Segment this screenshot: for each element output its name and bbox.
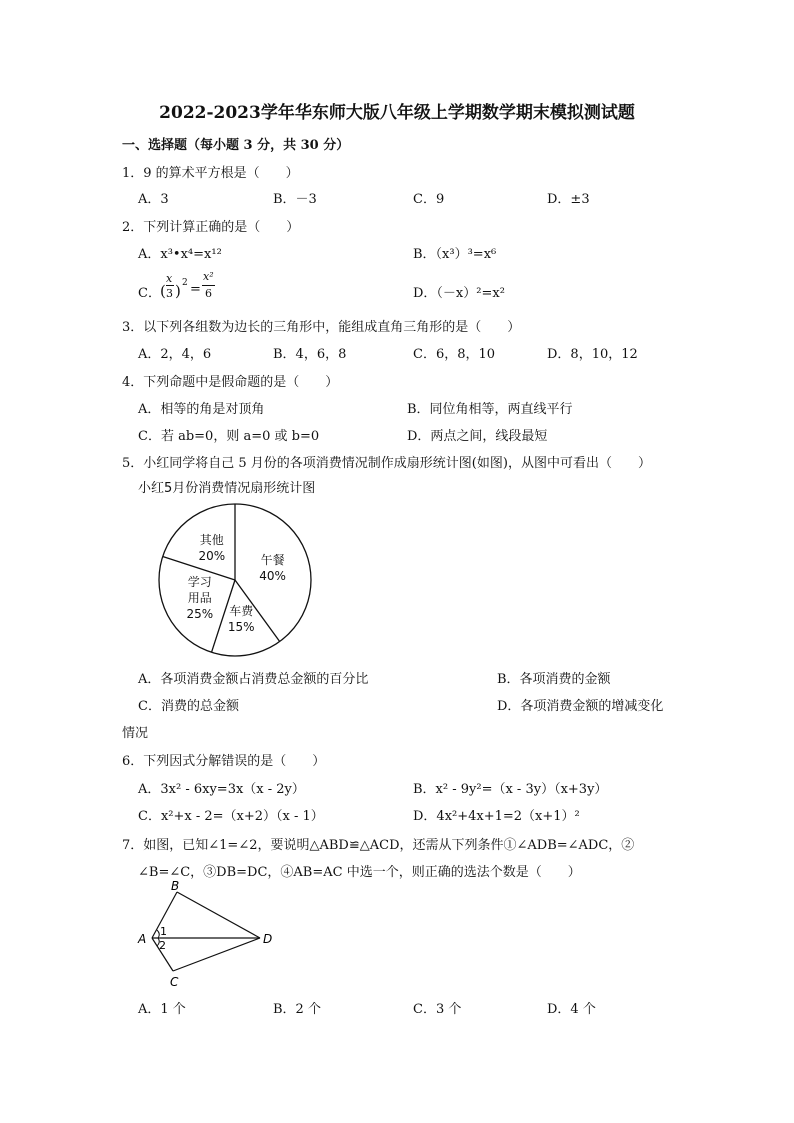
q1-option-b: B．－3 (273, 192, 317, 207)
q3-option-d: D．8，10，12 (547, 347, 638, 362)
pie-label-3: 其他 20% (198, 533, 226, 563)
q7-option-d: D．4 个 (547, 1002, 596, 1017)
q6-option-b: B．x² - 9y²=（x - 3y）（x+3y） (413, 782, 608, 797)
label-c: C (170, 975, 179, 989)
q2-c-label: C． (138, 286, 161, 301)
section-header: 一、选择题（每小题 3 分，共 30 分） (122, 138, 350, 153)
question-4-stem: 4．下列命题中是假命题的是（ ） (122, 375, 339, 390)
q2-c-fraction-bar (166, 285, 174, 286)
q5-option-a: A．各项消费金额占消费总金额的百分比 (138, 672, 369, 687)
q1-option-d: D．±3 (547, 192, 590, 207)
pie-label-1: 车费 15% (227, 604, 255, 634)
q2-c-exp: 2 (182, 278, 188, 288)
question-1-stem: 1．9 的算术平方根是（ ） (122, 166, 299, 181)
q5-option-d: D．各项消费金额的增减变化 (497, 699, 664, 714)
label-angle-2: 2 (159, 939, 166, 952)
q2-option-a: A．x³•x⁴=x¹² (138, 247, 222, 262)
question-3-stem: 3．以下列各组数为边长的三角形中，能组成直角三角形的是（ ） (122, 320, 521, 335)
q1-option-c: C．9 (413, 192, 445, 207)
q6-option-d: D．4x²+4x+1=2（x+1）² (413, 809, 580, 824)
q7-option-b: B．2 个 (273, 1002, 321, 1017)
q2-c-paren-close: ) (175, 282, 181, 300)
question-6-stem: 6．下列因式分解错误的是（ ） (122, 754, 326, 769)
q5-option-b: B．各项消费的金额 (497, 672, 611, 687)
angle-arc-1 (157, 930, 159, 938)
q4-option-b: B．同位角相等，两直线平行 (407, 402, 573, 417)
q3-option-b: B．4，6，8 (273, 347, 347, 362)
q5-option-c: C．消费的总金额 (138, 699, 239, 714)
q2-option-b: B．（x³）³=x⁶ (413, 247, 497, 262)
label-d: D (263, 932, 273, 946)
question-7-line2: ∠B=∠C，③DB=DC，④AB=AC 中选一个，则正确的选法个数是（ ） (138, 865, 581, 880)
label-a: A (138, 932, 147, 946)
segment-cd (173, 938, 260, 971)
q5-wrap: 情况 (122, 726, 149, 741)
chart-title: 小红5月份消费情况扇形统计图 (138, 481, 316, 496)
q2-option-d: D．（－x）²=x² (413, 286, 505, 301)
label-angle-1: 1 (160, 925, 167, 938)
q2-c-eq: = (190, 282, 201, 297)
q7-option-c: C．3 个 (413, 1002, 462, 1017)
q3-option-c: C．6，8，10 (413, 347, 496, 362)
pie-chart (150, 495, 320, 665)
question-2-stem: 2．下列计算正确的是（ ） (122, 220, 300, 235)
q2-c-num: x (166, 272, 173, 285)
q2-c-den: 3 (166, 287, 173, 300)
triangle-figure (130, 880, 290, 990)
q6-option-c: C．x²+x - 2=（x+2）（x - 1） (138, 809, 324, 824)
q1-option-a: A．3 (138, 192, 169, 207)
page-title: 2022-2023学年华东师大版八年级上学期数学期末模拟测试题 (159, 103, 635, 123)
label-b: B (171, 880, 180, 893)
q4-option-c: C．若 ab=0，则 a=0 或 b=0 (138, 429, 320, 444)
q2-c-rhs-bar (202, 285, 215, 286)
pie-label-0: 午餐 40% (259, 552, 286, 583)
question-7-line1: 7．如图，已知∠1=∠2，要说明△ABD≌△ACD，还需从下列条件①∠ADB=∠ADC，② (122, 838, 635, 853)
q4-option-a: A．相等的角是对顶角 (138, 402, 265, 417)
segment-bd (177, 892, 260, 938)
q2-c-rhs-den: 6 (205, 287, 212, 300)
q2-c-paren: ( (160, 282, 166, 300)
q3-option-a: A．2，4，6 (138, 347, 212, 362)
q4-option-d: D．两点之间，线段最短 (407, 429, 548, 444)
q6-option-a: A．3x² - 6xy=3x（x - 2y） (138, 782, 305, 797)
question-5-stem: 5．小红同学将自己 5 月份的各项消费情况制作成扇形统计图(如图)，从图中可看出（ ） (122, 456, 651, 471)
q7-option-a: A．1 个 (138, 1002, 186, 1017)
pie-label-2: 学习用品 25% (186, 574, 214, 621)
q2-c-rhs-num: x² (203, 270, 214, 283)
